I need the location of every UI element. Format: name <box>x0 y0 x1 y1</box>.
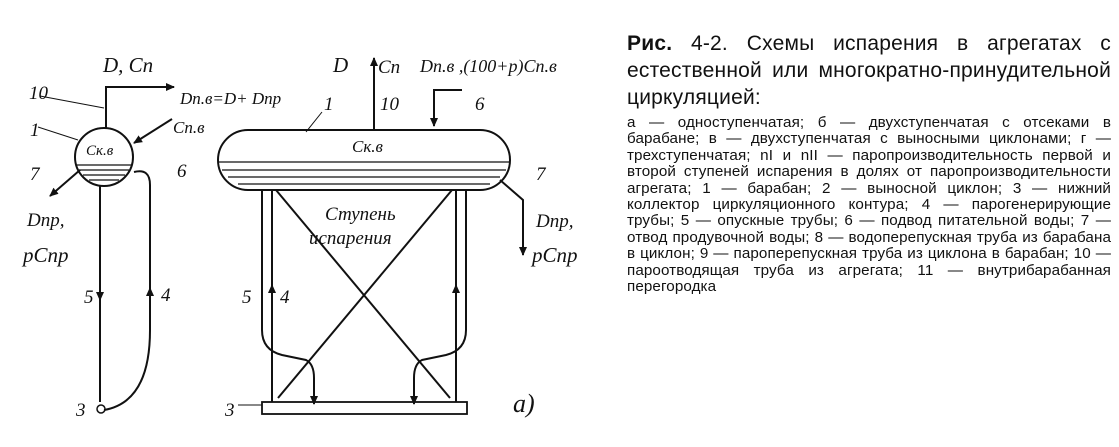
right-feed-pipe <box>434 90 462 126</box>
left-label-7: 7 <box>30 164 40 185</box>
left-blowdown-conc-label: pCпр <box>23 243 69 267</box>
right-drum-conc-label: Cк.в <box>352 137 383 156</box>
figure-number: 4-2. <box>690 32 728 55</box>
right-label-4: 4 <box>280 287 290 308</box>
right-label-6: 6 <box>475 94 485 115</box>
caption-legend: а — одноступенчатая; б — двухступенчатая с отсеками в барабане; в — двухступенчатая с выносными циклонами; г — трехступенчатая; nI и nII — паропроизводительность первой и второй ступеней испарения в долях от паропроизводительности агрегата; 1 — барабан; 2 — выносной циклон; 3 — нижний коллектор циркуляционного контура; 4 — парогенерирующие трубы; 5 — опускные трубы; 6 — подвод питательной воды; 7 — отвод продувочной воды; 8 — водоперепускная труба из барабана в циклон; 9 — пароперепускная труба из циклона в барабан; 10 — пароотводящая труба из агрегата; 11 — внутрибарабанная перегородка <box>627 114 1111 296</box>
stage-label-line2: испарения <box>309 228 392 249</box>
right-label-3: 3 <box>225 400 235 421</box>
right-drum-water <box>219 162 509 184</box>
right-bottom-collector <box>262 402 467 414</box>
left-label-10: 10 <box>29 83 48 104</box>
right-scheme-labels <box>224 53 578 421</box>
right-blowdown-pipe <box>500 180 523 255</box>
left-feed-pipe <box>134 119 172 143</box>
left-riser-tube <box>104 171 150 410</box>
figure-caption <box>627 30 1111 295</box>
left-blowdown-flow-label: Dпр, <box>27 210 65 231</box>
left-label-1: 1 <box>30 120 40 141</box>
right-blowdown-flow-label: Dпр, <box>536 211 574 232</box>
right-blowdown-conc-label: pCпр <box>532 243 578 267</box>
left-blowdown-pipe <box>50 170 80 196</box>
left-steam-out-label: D, Cп <box>103 53 154 77</box>
right-downcomer-right <box>414 190 466 401</box>
left-bottom-collector <box>97 405 105 413</box>
right-label-7: 7 <box>536 164 546 185</box>
right-label-1: 1 <box>324 94 334 115</box>
left-drum-conc-label: Cк.в <box>86 143 114 159</box>
figure-label: Рис. <box>627 32 673 55</box>
right-feed-flow-label: Dп.в ,(100+p)Cп.в <box>420 56 557 76</box>
right-steam-out-label: D <box>333 53 349 77</box>
left-feed-balance-label: Dп.в=D+ Dпр <box>180 89 282 108</box>
right-steam-conc-label: Cп <box>378 57 401 78</box>
left-label-4: 4 <box>161 285 171 306</box>
panel-label-a: а) <box>513 389 535 418</box>
left-label-3: 3 <box>76 400 86 421</box>
right-label-5: 5 <box>242 287 252 308</box>
caption-title-block <box>627 30 1111 111</box>
left-steam-pipe <box>106 87 174 128</box>
caption-title: Схемы испарения в агрегатах с естественной или многократно-принудительной циркуляцией: <box>627 32 1111 109</box>
stage-label-line1: Ступень <box>325 204 396 225</box>
left-label-5: 5 <box>84 287 94 308</box>
left-label-6: 6 <box>177 161 187 182</box>
left-scheme-labels <box>21 53 281 421</box>
left-feed-conc-label: Cп.в <box>173 118 205 137</box>
right-label-10: 10 <box>380 94 399 115</box>
